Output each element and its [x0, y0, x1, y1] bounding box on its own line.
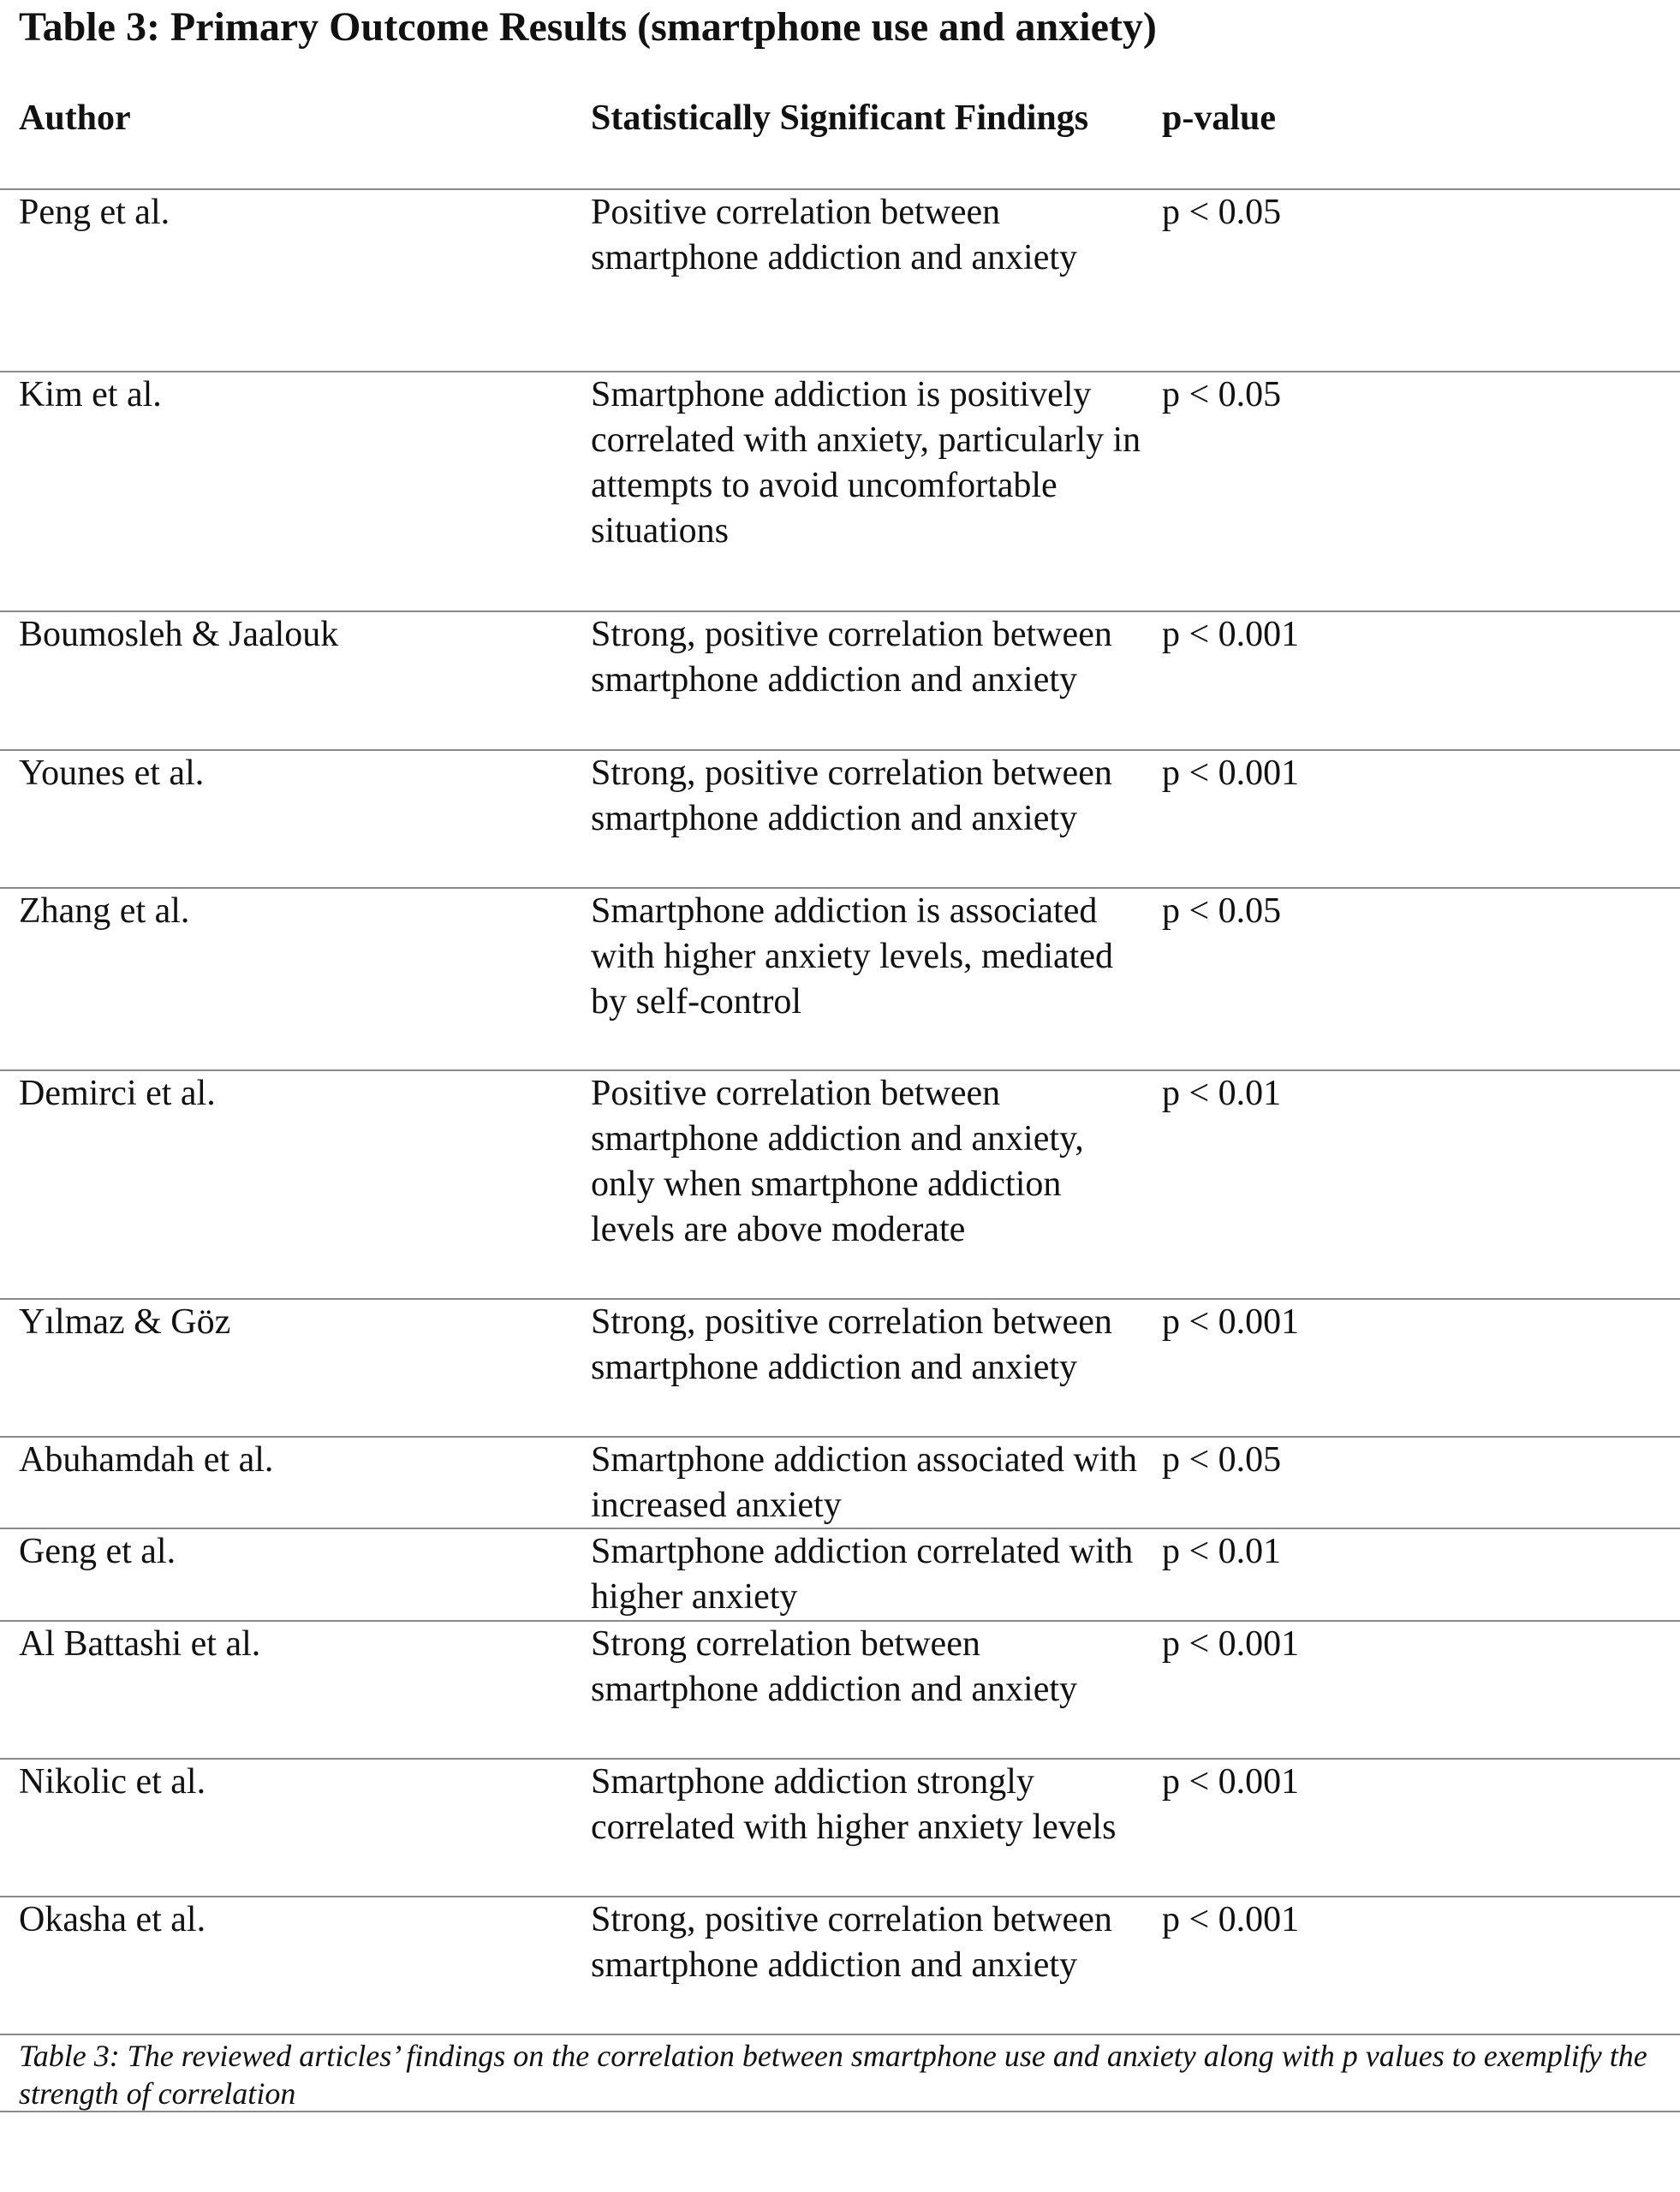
table-row	[0, 751, 1680, 889]
finding-cell: Strong, positive correlation between smartphone addiction and anxiety	[591, 615, 1112, 700]
p-value-cell: p < 0.001	[1162, 1900, 1300, 1939]
p-value-cell: p < 0.05	[1162, 891, 1282, 931]
finding-cell: Positive correlation between smartphone addiction and anxiety, only when smartphone addiction levels are above moderate	[591, 1074, 1084, 1249]
author-cell: Okasha et al.	[19, 1900, 206, 1939]
finding-cell: Smartphone addiction is positively correlated with anxiety, particularly in attempts to avoid uncomfortable situations	[591, 375, 1141, 551]
p-value-cell: p < 0.001	[1162, 1762, 1300, 1802]
p-value-cell: p < 0.001	[1162, 1624, 1300, 1664]
p-value-cell: p < 0.05	[1162, 375, 1282, 414]
table-row	[0, 612, 1680, 751]
author-cell: Geng et al.	[19, 1532, 176, 1571]
table-row	[0, 372, 1680, 612]
p-value-cell: p < 0.001	[1162, 1302, 1300, 1342]
table-row	[0, 1529, 1680, 1622]
author-cell: Boumosleh & Jaalouk	[19, 615, 339, 654]
p-value-cell: p < 0.05	[1162, 1440, 1282, 1480]
finding-cell: Smartphone addiction correlated with higher anxiety	[591, 1532, 1134, 1617]
finding-cell: Smartphone addiction strongly correlated with higher anxiety levels	[591, 1762, 1117, 1847]
table-row	[0, 1071, 1680, 1300]
finding-cell: Positive correlation between smartphone addiction and anxiety	[591, 193, 1078, 277]
author-cell: Kim et al.	[19, 375, 162, 414]
p-value-cell: p < 0.01	[1162, 1532, 1282, 1571]
author-cell: Al Battashi et al.	[19, 1624, 261, 1664]
finding-cell: Strong, positive correlation between smartphone addiction and anxiety	[591, 754, 1112, 838]
table-row	[0, 1438, 1680, 1529]
column-header-findings: Statistically Significant Findings	[591, 98, 1089, 138]
finding-cell: Strong, positive correlation between smartphone addiction and anxiety	[591, 1302, 1112, 1387]
finding-cell: Strong correlation between smartphone addiction and anxiety	[591, 1624, 1078, 1709]
author-cell: Abuhamdah et al.	[19, 1440, 274, 1480]
table-row	[0, 1897, 1680, 2035]
p-value-cell: p < 0.001	[1162, 754, 1300, 793]
p-value-cell: p < 0.001	[1162, 615, 1300, 654]
author-cell: Peng et al.	[19, 193, 170, 232]
table-row	[0, 190, 1680, 372]
author-cell: Demirci et al.	[19, 1074, 216, 1113]
finding-cell: Strong, positive correlation between smartphone addiction and anxiety	[591, 1900, 1112, 1985]
column-header-author: Author	[19, 98, 131, 138]
author-cell: Younes et al.	[19, 754, 205, 793]
author-cell: Yılmaz & Göz	[19, 1302, 231, 1342]
finding-cell: Smartphone addiction associated with increased anxiety	[591, 1440, 1138, 1525]
table-caption-row	[0, 2035, 1680, 2112]
table-row	[0, 1760, 1680, 1897]
table-row	[0, 1300, 1680, 1438]
results-table	[0, 96, 1680, 2112]
column-header-p-value: p-value	[1162, 98, 1277, 138]
finding-cell: Smartphone addiction is associated with higher anxiety levels, mediated by self-control	[591, 891, 1113, 1022]
table-caption: Table 3: The reviewed articles’ findings on the correlation between smartphone use and anxiety along with p values to exemplify the strength of correlation	[19, 2039, 1647, 2111]
author-cell: Zhang et al.	[19, 891, 190, 931]
p-value-cell: p < 0.05	[1162, 193, 1282, 232]
table-header-row	[0, 96, 1680, 190]
table-title: Table 3: Primary Outcome Results (smartphone use and anxiety)	[19, 4, 1157, 50]
author-cell: Nikolic et al.	[19, 1762, 206, 1802]
table-row	[0, 889, 1680, 1071]
table-row	[0, 1622, 1680, 1760]
p-value-cell: p < 0.01	[1162, 1074, 1282, 1113]
